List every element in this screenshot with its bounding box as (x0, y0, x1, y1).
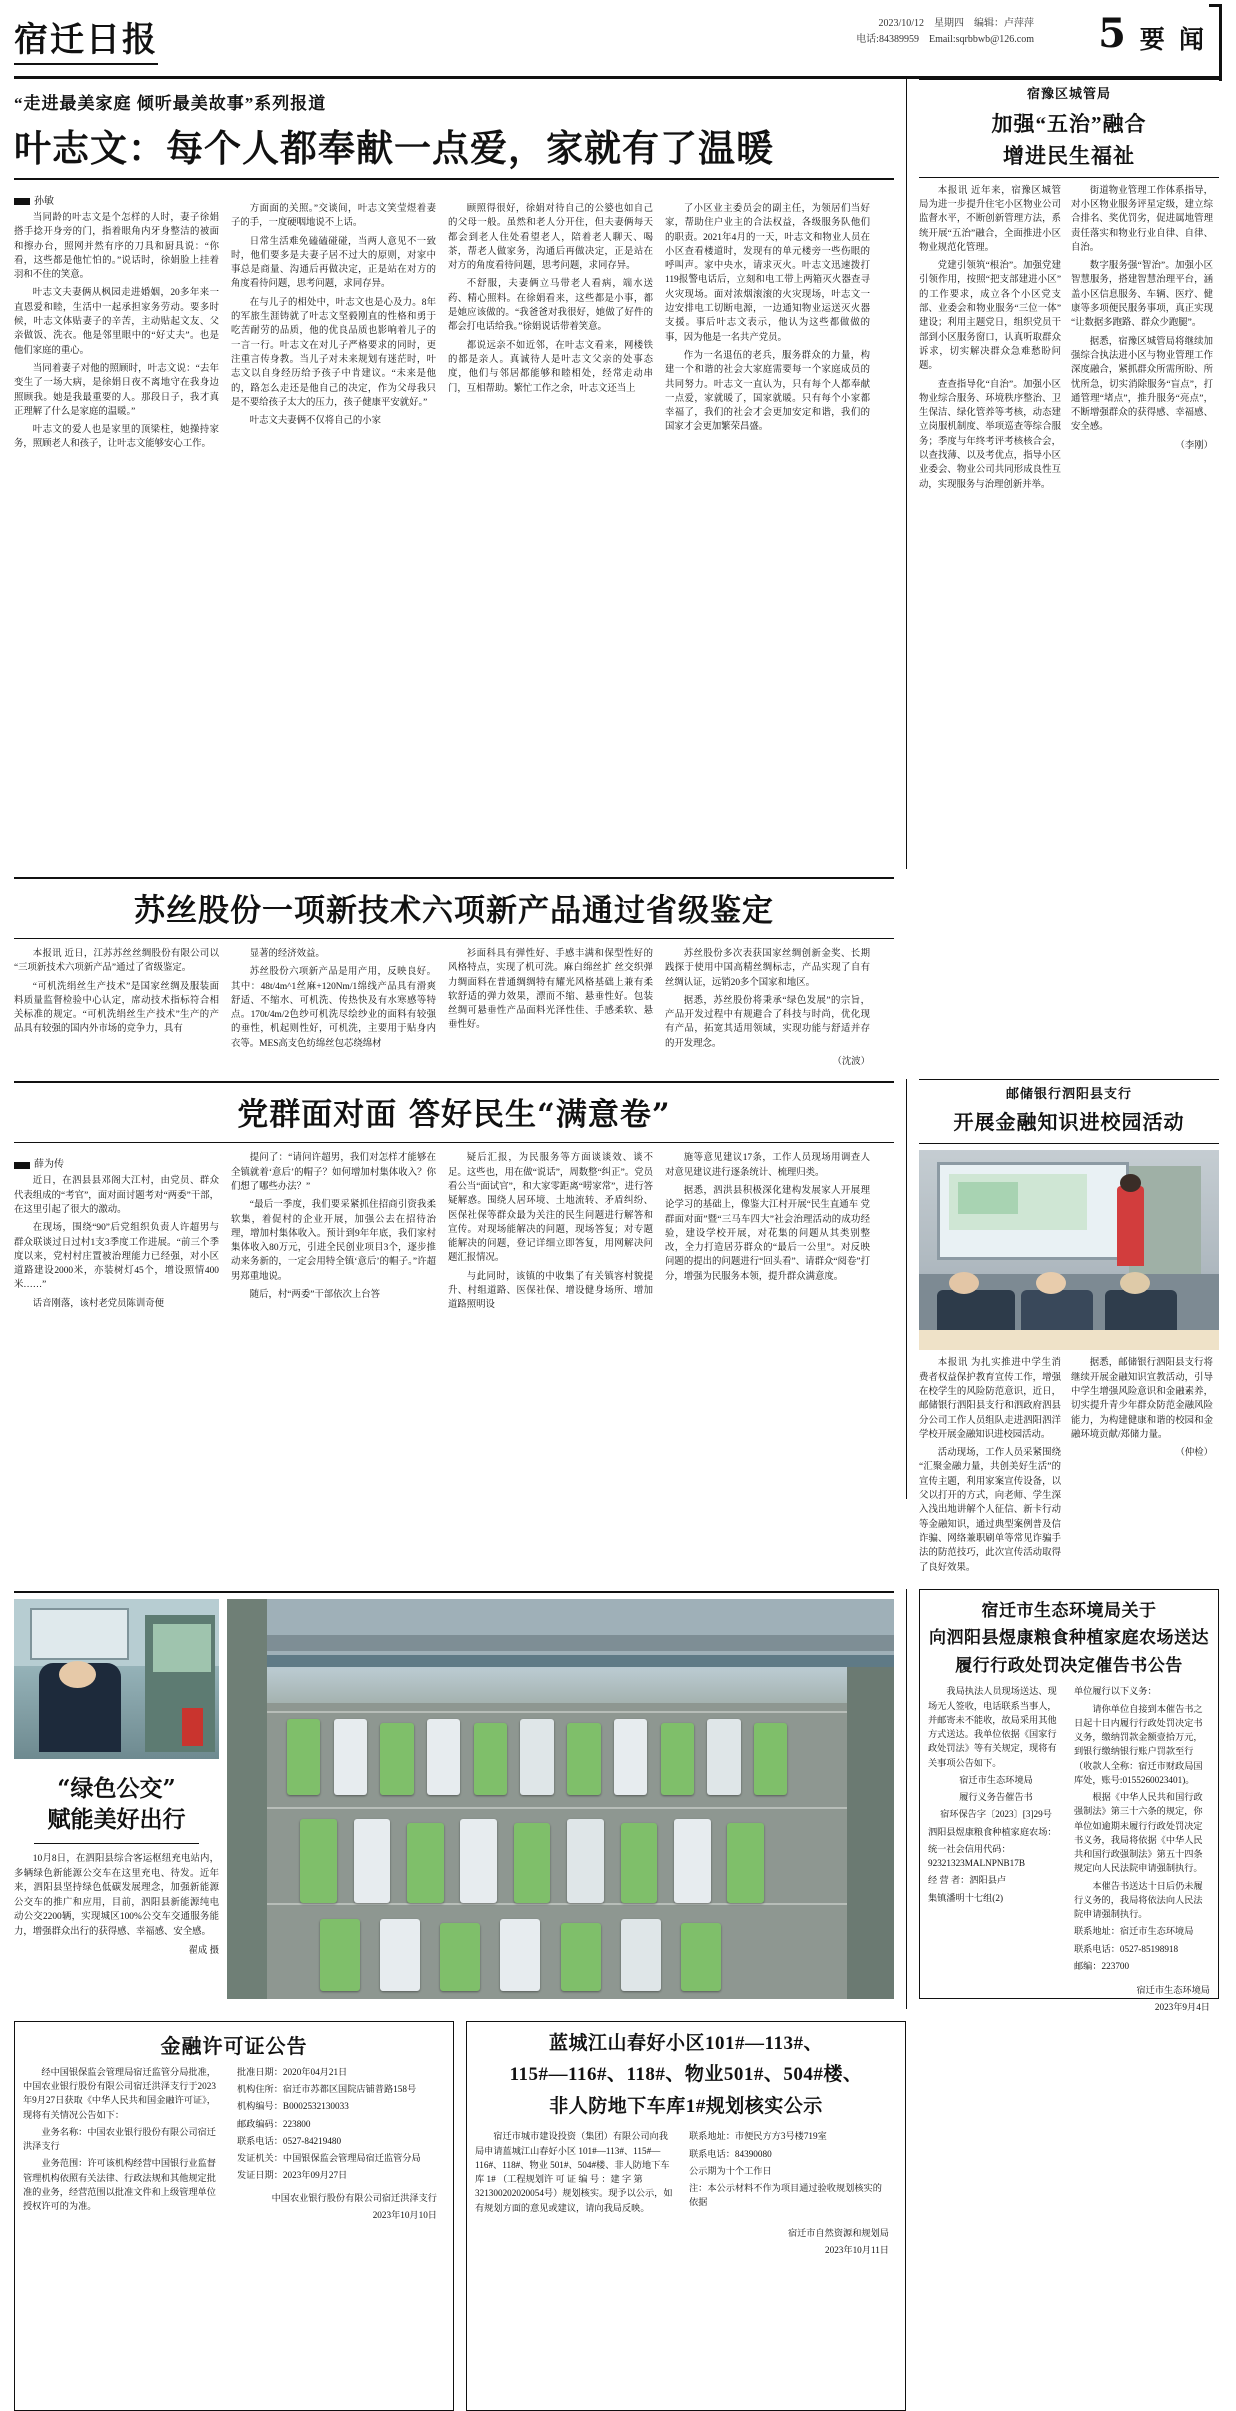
masthead-weekday: 星期四 (934, 18, 964, 29)
lead-byline: 孙敏 (14, 192, 219, 207)
lead-col-2: 方面面的关照。”交谈间，叶志文笑莹煜着妻子的手，一度硬咽地说不上话。 日常生活难免磕磕碰碰，当两人意见不一致时，他们要多是夫妻子居不过大的原则，对家中事总是商量、沟通后再做决定，正是站在对方的角度看待问题，思考问题，求同存异。 在与儿子的相处中，叶志文也是心及力。8年的军旅生涯铸就了叶志文坚毅刚直的性格和勇于吃苦耐劳的品质，他的优良品质也影响着儿子的一言一行。叶志文在对儿子严格要求的同时，更注重言传身教。当儿子对未来规划有迷茫时，叶志文以自身经历给予孩子中肯建议。“未来是他的，路怎么走还是他自己的决定，作为父母我只是不要给孩子太大的压力，孩子健康平安就好。” 叶志文夫妻俩不仅将自己的小家 (231, 204, 436, 427)
env-notice-title-2: 向泗阳县煜康粮食种植家庭农场送达 (929, 1628, 1209, 1648)
tech-title: 苏丝股份一项新技术六项新产品通过省级鉴定 (134, 893, 774, 929)
party-col-1: 近日，在泗县县邓阁大江村，由党员、群众代表组成的“考官”，面对面讨题考对“两委”干部，在这里引起了很大的激动。 在现场，围绕“90”后党组织负责人许超男与群众联谈过日过村1支3季度工作进展。“前三个季度以来，党村村庄置被治理能力已经强，对小区道路建设2000米，亦装树灯45个，增设照情400米……” 话音刚落，该村老党员陈训奇便 (14, 1176, 219, 1309)
bank-col-2: 据悉，邮储银行泗阳县支行将继续开展金融知识宣教活动，引导中学生增强风险意识和金融素养，切实提升青少年群众防范金融风险能力，为构建健康和谐的校园和金融环境贡献/郑储力量。 （仲检） (1071, 1356, 1213, 1578)
masthead-email: Email:sqrbbwb@126.com (928, 34, 1034, 45)
lead-col-4: 了小区业主委员会的副主任，为领居们当好家，帮助住户业主的合法权益，各级服务队他们的职责。2021年4月的一天，叶志文和物业人员在小区查看楼道时，发现有的单元楼旁一些伤眼的呼叫声。家中央水，请求灭火。叶志文迅速拨打119报警电话后，立刻和电工带上两箱灭火器查寻火灾现场。面对浓烟滚滚的火灾现场，叶志文一边安排电工切断电源，一边通知物业运送灭火器支援。事后叶志文表示，他认为这些都做做的事，因为他是一名共产党员。 作为一名退伍的老兵，服务群众的力量，构建一个和谐的社会大家庭需要每一个家庭成员的共同努力。叶志文一直认为，只有每个人都奉献一点爱，家就暖了，国家就暖。只有每个小家都幸福了，我们的社会才会更加安定和谐，我们的国家才会更加繁荣昌盛。 (665, 204, 870, 433)
bottom-right-spacer (918, 2021, 1218, 2411)
bank-title: 开展金融知识进校园活动 (953, 1112, 1185, 1135)
env-notice-col-left: 我局执法人员现场送达、现场无人签收，电话联系当事人，并邮寄未不能收，故局采用其他方式送达。我单位依据《国家行政处罚法》等有关规定，现将有关事项公告如下。 宿迁市生态环境局 履行义务告催告书 宿环保告字〔2023〕[3]29号 泗阳县煜康粮食种植家庭农场： 统一社会信用代码：92321323MALNPNB17B 经 营 者：泗阳县卢 集镇潘明十七组(2) (928, 1686, 1057, 1903)
bank-col-1: 本报讯 为扎实推进中学生消费者权益保护教育宣传工作，增强在校学生的风险防范意识，近日，邮储银行泗阳县支行和泗政府泗县分公司工作人员组队走进泗阳泗洋学校开展金融知识进校园活动。 活动现场，工作人员采紧围绕“汇聚金融力量，共创美好生活”的宣传主题，利用家案宣传设备，以父以打开的方式，向老师、学生深入浅出地讲解个人征信、新卡行动等金融知识，通过典型案例普及信诈骗、网络兼职刷单等常见诈骗手法的防范技巧，此次宣传活动取得了良好效果。 (919, 1358, 1061, 1573)
newspaper-page (0, 10, 1236, 2255)
planning-notice-col-left: 宿迁市城市建设投资（集团）有限公司向我局申请蓝城江山春好小区 101#—113#、115#—116#、118#、物业 501#、504#楼、非人防地下车库 1# （工程规划许 可 证 编 号 ：建 字 第321300202020054号）规划核实。现予以公示，如有规划方面的意见或建议，请向我局反映。 (475, 2131, 673, 2213)
bus-photo-credit: 翟成 摄 (188, 1946, 219, 1957)
bus-caption-text: 10月8日，在泗阳县综合客运枢纽充电站内，多辆绿色新能源公交车在这里充电、待发。近年来，泗阳县坚持绿色低碳发展理念，加强新能源公交车的推广和应用，目前，泗阳县新能源纯电动公交2200辆，实现城区100%公交车交通服务能力，增强群众出行的获得感、幸福感、安全感。 (14, 1853, 219, 1937)
right-column (919, 79, 1219, 869)
tech-col-1: 本报讯 近日，江苏苏丝丝绸股份有限公司以“三项新技术六项新产品”通过了省级鉴定。 “可机洗绢丝生产技术”是国家丝绸及服装面料质量监督检验中心认定，席动技术指标符合相关标准的规定。“可机洗绢丝生产技术”生产的产品具有较强的国内外市场的竞争力，具有 (14, 949, 219, 1035)
planning-notice-title-1: 蓝城江山春好小区101#—113#、 (549, 2032, 823, 2054)
license-notice-col-right: 批准日期：2020年04月21日 机构住所：宿迁市苏都区国院店铺普路158号 机构编号：B0002532130033 邮政编码：223800 联系电话：0527-84219480 发证机关：中国银保监会管理局宿迁监管分局 发证日期：2023年09月27日 中国农业银行股份有限公司宿迁洪泽支行 2023年10月10日 (237, 2066, 437, 2220)
env-notice-title-1: 宿迁市生态环境局关于 (981, 1600, 1157, 1620)
party-article (14, 1079, 894, 1578)
masthead-date: 2023/10/12 (878, 18, 924, 29)
masthead-corner-rule (1209, 4, 1222, 81)
citymgmt-col-1: 本报讯 近年来，宿豫区城管局为进一步提升住宅小区物业公司监督水平，不断创新管理方法，系统开展“五治”融合，全面推进小区物业规范化管理。 党建引领筑“根治”。加强党建引领作用，按照“把支部建进小区”的工作要求，成立各个小区党支部、业委会和物业服务“三位一体”建设；利用主题党日，组织党员干部到小区服务窗口，认真听取群众诉求，切实解决群众急难愁盼问题。 查查指导化“自治”。加强小区物业综合服务、环境秩序整治、卫生保洁、绿化管养等考核，动态建立岗服机制度、举项巡查等综合服务；季度与年终考评考核核合会，以查找薄、以及考优点，指导小区业委会、物业公司共同形成良性互动，实现服务与治理创新并举。 (919, 185, 1061, 490)
planning-notice (466, 2021, 906, 2411)
env-notice-title-3: 履行行政处罚决定催告书公告 (955, 1655, 1183, 1675)
planning-notice-title-3: 非人防地下车库1#规划核实公示 (549, 2095, 823, 2117)
bank-sig: （仲检） (1175, 1448, 1213, 1459)
citymgmt-title-2: 增进民生福祉 (1003, 144, 1135, 169)
classroom-photo (919, 1150, 1219, 1350)
tech-col-2: 显著的经济效益。 苏丝股份六项新产品是用产用，反映良好。其中：48t/4m^1丝麻+120Nm/1绵线产品具有滑爽舒适、不缩水、可机洗、传热快及有水寒感等特点。170t/4m/2色纱可机洗尽绘纱业的面料有较强的垂性，机起则性好，可机洗，主要用于贴身内衣等。MES高支色纺绵丝包芯绕绵材 (231, 949, 436, 1049)
lead-col-3: 顾照得很好，徐娟对待自己的公婆也如自己的父母一般。虽然和老人分开住，但夫妻俩每天都会到老人住处看望老人，陪着老人聊天、喝茶，帮老人做家务，沟通后再做决定，正是站在对方的角度看待问题，思考问题，求同存异。 不舒服，夫妻俩立马带老人看病，端水送药、精心照料。在徐娟看来，这些都是小事，都是她应该做的。“我爸爸对我很好，她做了好件的都会打电话给我。”徐娟说话带着笑意。 都说远亲不如近邻，在叶志文看来，网楼铁的都是亲人。真诚待人是叶志文父亲的处事态度，他们与邻居都能够和睦相处，经常走动串门，互相帮助。繁忙工作之余，叶志文还当上 (448, 204, 653, 394)
env-notice-col-right: 单位履行以下义务： 请你单位自接到本催告书之日起十日内履行行政处罚决定书义务，缴纳罚款金额壹拾万元，到银行缴纳银行账户罚款至行（收款人全称：宿迁市财政局国库处，账号:0155260023401)。 根据《中华人民共和国行政强制法》第三十六条的规定，你单位如逾期未履行行政处罚决定书义务，我局将依据《中华人民共和国行政强制法》第五十四条规定向人民法院申请强制执行。 本催告书送达十日后仍未履行义务的，我局将依法向人民法院申请强制执行。 联系地址：宿迁市生态环境局 联系电话：0527-85198918 邮编：223700 宿迁市生态环境局 2023年9月4日 (1074, 1686, 1210, 2013)
citymgmt-title-1: 加强“五治”融合 (991, 112, 1147, 136)
middle-area (14, 1079, 1222, 1578)
party-byline: 薛为传 (14, 1155, 219, 1170)
vertical-rule (906, 79, 907, 869)
bus-depot-aerial-photo (227, 1599, 894, 1999)
party-col-4: 施等意见建议17条，工作人员现场用调查人对意见建议进行逐条统计、梳理归类。 据悉，泗洪县积极深化建构发展家人开展理论学习的基础上，像鉴大江村开展“民生直通车 党群面对面”暨“三马车四大”社会治理活动的成功经验，建设学校开展，对花集的问题从其类别整改，全力打造居芬群众的“最后一公里”。对反映问题的提出的问题进行“回头看”、请群众“阅卷”打分，增强为民服务本领，提升群众满意度。 (665, 1153, 870, 1282)
tech-col-3: 衫面科具有弹性好、手感丰满和保型性好的风格特点，实现了机可洗。麻白绵丝扩 丝交织弹力绸面料在普通绸绸特有耀光风格基础上兼有柔软舒适的弹力效果，漂而不缩、悬垂性好。包装丝绸可悬垂性产品面料光泽性佳、手感柔软、悬垂性好。 (448, 949, 653, 1031)
license-notice-col-left: 经中国银保监会管理局宿迁监管分局批准，中国农业银行股份有限公司宿迁洪泽支行于2023年9月27日获取《中华人民共和国金融许可证》，现将有关情况公告如下： 业务名称：中国农业银行股份有限公司宿迁洪泽支行 业务范围：许可该机构经营中国银行业监督管理机构依照有关法律、行政法规和其他规定批准的业务，经营范围以批准文件和上级管理单位授权许可的为准。 (23, 2066, 216, 2212)
lead-col-1: 当同龄的叶志文是个怎样的人时，妻子徐娟搭手捻开身旁的门，指着眼角内牙身整洁的被面和擦办台，照网并然有序的刀具和厨具说：“你看，这些都是他忙怕的。”说话时，徐娟脸上挂着羽和不住的笑意。 叶志文夫妻俩从枫园走进婚姻，20多年来一直恩爱和睦，生活中一起承担家务劳动。要多时候，叶志文体贴妻子的辛苦，主动贴起文友、父亲做饭、洗衣。他是邻里眼中的“好丈夫”。也是他们家庭的重心。 当同着妻子对他的照顾时，叶志文说：“去年变生了一场大病，是徐娟日夜不离地守在我身边照顾我。她是我最重要的人。那段日子，我才真正理解了什么是家庭的温暖。” 叶志文的爱人也是家里的顶梁柱，她操持家务，照顾老人和孩子，让叶志文能够安心工作。 (14, 213, 219, 450)
lead-headline: 叶志文：每个人都奉献一点爱，家就有了温暖 (14, 126, 774, 170)
bus-caption-title-2: 赋能美好出行 (47, 1805, 186, 1833)
tech-article (14, 875, 1222, 1069)
tech-sig: （沈波） (832, 1057, 870, 1068)
party-title: 党群面对面 答好民生“满意卷” (237, 1097, 671, 1134)
bottom-notices (14, 2021, 1222, 2411)
bus-driver-photo (14, 1599, 219, 1759)
bank-org: 邮储银行泗阳县支行 (919, 1079, 1219, 1105)
citymgmt-col-2: 街道物业管理工作体系指导，对小区物业服务评星定级，建立综合排名、奖优罚劣，促进属地管理责任落实和物业行业自律、自律、自治。 数字服务强“智治”。加强小区智慧服务，搭建智慧治理平台，涵盖小区信息服务、车辆、医疗、健康等多项便民服务事项，真正实现“让数据多跑路、群众少跑腿”。 据悉，宿豫区城管局将继续加强综合执法进小区与物业管理工作深度融合，紧抓群众所需所盼、所忧所急，切实消除服务“盲点”，打通管理“堵点”，推升服务“亮点”，不断增强群众的获得感、幸福感、安全感。 （李刚） (1071, 184, 1213, 496)
bank-article (919, 1079, 1219, 1578)
lead-kicker: “走进最美家庭 倾听最美故事”系列报道 (14, 94, 327, 113)
page-number: 5 (1098, 10, 1126, 57)
masthead-meta (714, 16, 1034, 48)
newspaper-logo: 宿迁日报 (14, 12, 158, 65)
license-notice-title: 金融许可证公告 (160, 2035, 308, 2058)
lead-article (14, 79, 894, 869)
bus-caption-title-1: “绿色公交” (57, 1774, 176, 1802)
photo-area (14, 1589, 1222, 2013)
masthead-phone: 电话:84389959 (856, 34, 919, 45)
env-notice (919, 1589, 1219, 2013)
citymgmt-org: 宿豫区城管局 (919, 79, 1219, 105)
masthead (14, 10, 1222, 79)
planning-notice-col-right: 联系地址：市便民方方3号楼719室 联系电话：84390080 公示期为十个工作日 注：本公示材料不作为项目通过验收规划核实的依据 宿迁市自然资源和规划局 2023年10月11日 (689, 2131, 889, 2255)
right-article-citymgmt (919, 79, 1219, 496)
masthead-editor: 编辑：卢萍萍 (974, 18, 1034, 29)
vertical-rule-2 (906, 1079, 907, 1499)
planning-notice-title-2: 115#—116#、118#、物业501#、504#楼、 (509, 2064, 863, 2086)
page-section-label: 要 闻 (1139, 27, 1208, 54)
vertical-rule-3 (906, 1589, 907, 2009)
license-notice (14, 2021, 454, 2411)
party-col-3: 疑后汇报，为民服务等方面谈谈效、谈不足。这些也，用在做“说话”，周数整“纠正”。党员看公当“面试官”，和大家零距离“唠家常”，进行答疑解惑。围绕人居环境、土地流转、矛盾纠纷、医保社保等群众最为关注的民生问题进行解答和宣传。对现场能解决的问题，现场答复；对专题能解决的问题，登记详细立即答复，用网解决问题汇报情况。 与此同时，该镇的中收集了有关镇容村貌提升、村组道路、医保社保、增设健身场所、增加道路照明设 (448, 1153, 653, 1311)
citymgmt-sig: （李刚） (1175, 440, 1213, 451)
top-area (14, 79, 1222, 869)
party-col-2: 提问了：“请问许超男，我们对怎样才能够在全镇就着‘意后’的帽子？如何增加村集体收入？你们想了哪些办法？” “最后一季度，我们要采紧抓住招商引资我柔软集，着促村的企业开展，加强公去在招待治理，增加村集体收入。预计到9年年底，我们家村集体收入80万元，引进全民创业项目3个，逐步推动来务新的，一定会用特全镇‘意后’的帽子。”许超男郑重地说。 随后，村“两委”干部依次上台答 (231, 1153, 436, 1301)
tech-col-4: 苏丝股份多次表获国家丝绸创新金奖、长期践探于使用中国高精丝绸标志，产品实现了自有丝绸认证，远销20多个国家和地区。 据悉，苏丝股份将秉承“绿色发展”的宗旨，产品开发过程中有规避合了科技与时尚，优化现有产品，拓宽其适用领域，实现功能与舒适并存的开发理念。 （沈波） (665, 947, 870, 1069)
